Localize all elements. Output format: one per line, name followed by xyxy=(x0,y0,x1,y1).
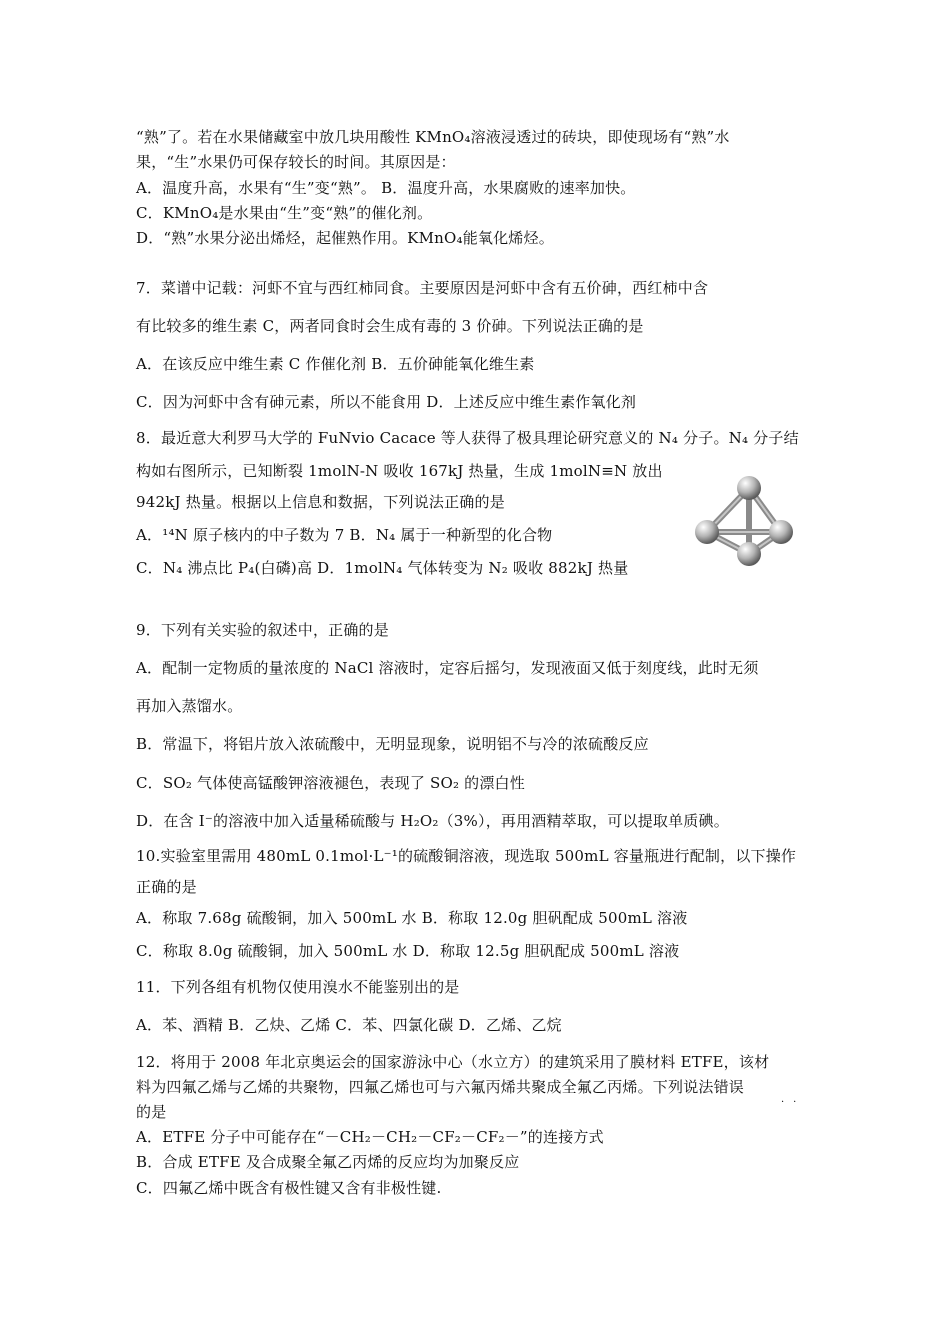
text-line: D．“熟”水果分泌出烯烃，起催熟作用。KMnO₄能氧化烯烃。 xyxy=(136,229,554,247)
text-line: B．常温下，将铝片放入浓硫酸中，无明显现象，说明铝不与冷的浓硫酸反应 xyxy=(136,735,649,753)
emphasis-dots: ·· xyxy=(781,1097,806,1108)
n4-molecule-figure xyxy=(693,474,797,570)
n-atom xyxy=(695,520,719,544)
text-line: 果，“生”水果仍可保存较长的时间。其原因是： xyxy=(136,153,456,171)
text-line: A．苯、酒精 B．乙炔、乙烯 C．苯、四氯化碳 D．乙烯、乙烷 xyxy=(136,1016,562,1034)
text-line: A．配制一定物质的量浓度的 NaCl 溶液时，定容后摇匀，发现液面又低于刻度线，此时无须 xyxy=(136,659,759,677)
text-line: C．N₄ 沸点比 P₄(白磷)高 D．1molN₄ 气体转变为 N₂ 吸收 882kJ 热量 xyxy=(136,559,629,577)
n-atom xyxy=(769,520,793,544)
text-line: C．四氟乙烯中既含有极性键又含有非极性键. xyxy=(136,1179,442,1197)
text-line: 7．菜谱中记载：河虾不宜与西红柿同食。主要原因是河虾中含有五价砷，西红柿中含 xyxy=(136,279,709,297)
text-line: C．SO₂ 气体使高锰酸钾溶液褪色，表现了 SO₂ 的漂白性 xyxy=(136,774,525,792)
text-line: C．因为河虾中含有砷元素，所以不能食用 D．上述反应中维生素作氧化剂 xyxy=(136,393,637,411)
text-line: C．称取 8.0g 硫酸铜，加入 500mL 水 D．称取 12.5g 胆矾配成 500mL 溶液 xyxy=(136,942,680,960)
text-line: 正确的是 xyxy=(136,878,197,896)
text-line: “熟”了。若在水果储藏室中放几块用酸性 KMnO₄溶液浸透过的砖块，即使现场有“熟”水 xyxy=(136,128,730,146)
text-line: A．ETFE 分子中可能存在“－CH₂－CH₂－CF₂－CF₂－”的连接方式 xyxy=(136,1128,604,1146)
text-line: 11．下列各组有机物仅使用溴水不能鉴别出的是 xyxy=(136,978,460,996)
n-atom xyxy=(737,542,761,566)
text-line: 8．最近意大利罗马大学的 FuNvio Cacace 等人获得了极具理论研究意义的 N₄ 分子。N₄ 分子结 xyxy=(136,429,799,447)
text-line: 有比较多的维生素 C，两者同食时会生成有毒的 3 价砷。下列说法正确的是 xyxy=(136,317,644,335)
text-line: A．¹⁴N 原子核内的中子数为 7 B．N₄ 属于一种新型的化合物 xyxy=(136,526,553,544)
text-line: D．在含 I⁻的溶液中加入适量稀硫酸与 H₂O₂（3%），再用酒精萃取，可以提取单质碘。 xyxy=(136,812,729,830)
text-line: 9．下列有关实验的叙述中，正确的是 xyxy=(136,621,389,639)
text-line: A．称取 7.68g 硫酸铜，加入 500mL 水 B．称取 12.0g 胆矾配成 500mL 溶液 xyxy=(136,909,688,927)
text-line: A．温度升高，水果有“生”变“熟”。 B．温度升高，水果腐败的速率加快。 xyxy=(136,179,636,197)
text-line: 再加入蒸馏水。 xyxy=(136,697,243,715)
text-line: A．在该反应中维生素 C 作催化剂 B．五价砷能氧化维生素 xyxy=(136,355,535,373)
text-line: 构如右图所示，已知断裂 1molN-N 吸收 167kJ 热量，生成 1molN≡N 放出 xyxy=(136,462,663,480)
text-line: 10.实验室里需用 480mL 0.1mol·L⁻¹的硫酸铜溶液，现选取 500mL 容量瓶进行配制，以下操作 xyxy=(136,847,797,865)
text-line: 942kJ 热量。根据以上信息和数据，下列说法正确的是 xyxy=(136,493,505,511)
n-atom xyxy=(737,476,761,500)
text-line: 12．将用于 2008 年北京奥运会的国家游泳中心（水立方）的建筑采用了膜材料 ETFE，该材 xyxy=(136,1053,770,1071)
text-line: B．合成 ETFE 及合成聚全氟乙丙烯的反应均为加聚反应 xyxy=(136,1153,520,1171)
text-line: 料为四氟乙烯与乙烯的共聚物，四氟乙烯也可与六氟丙烯共聚成全氟乙丙烯。下列说法错误 xyxy=(136,1078,745,1096)
text-line: C．KMnO₄是水果由“生”变“熟”的催化剂。 xyxy=(136,204,433,222)
text-line: 的是 xyxy=(136,1103,167,1121)
